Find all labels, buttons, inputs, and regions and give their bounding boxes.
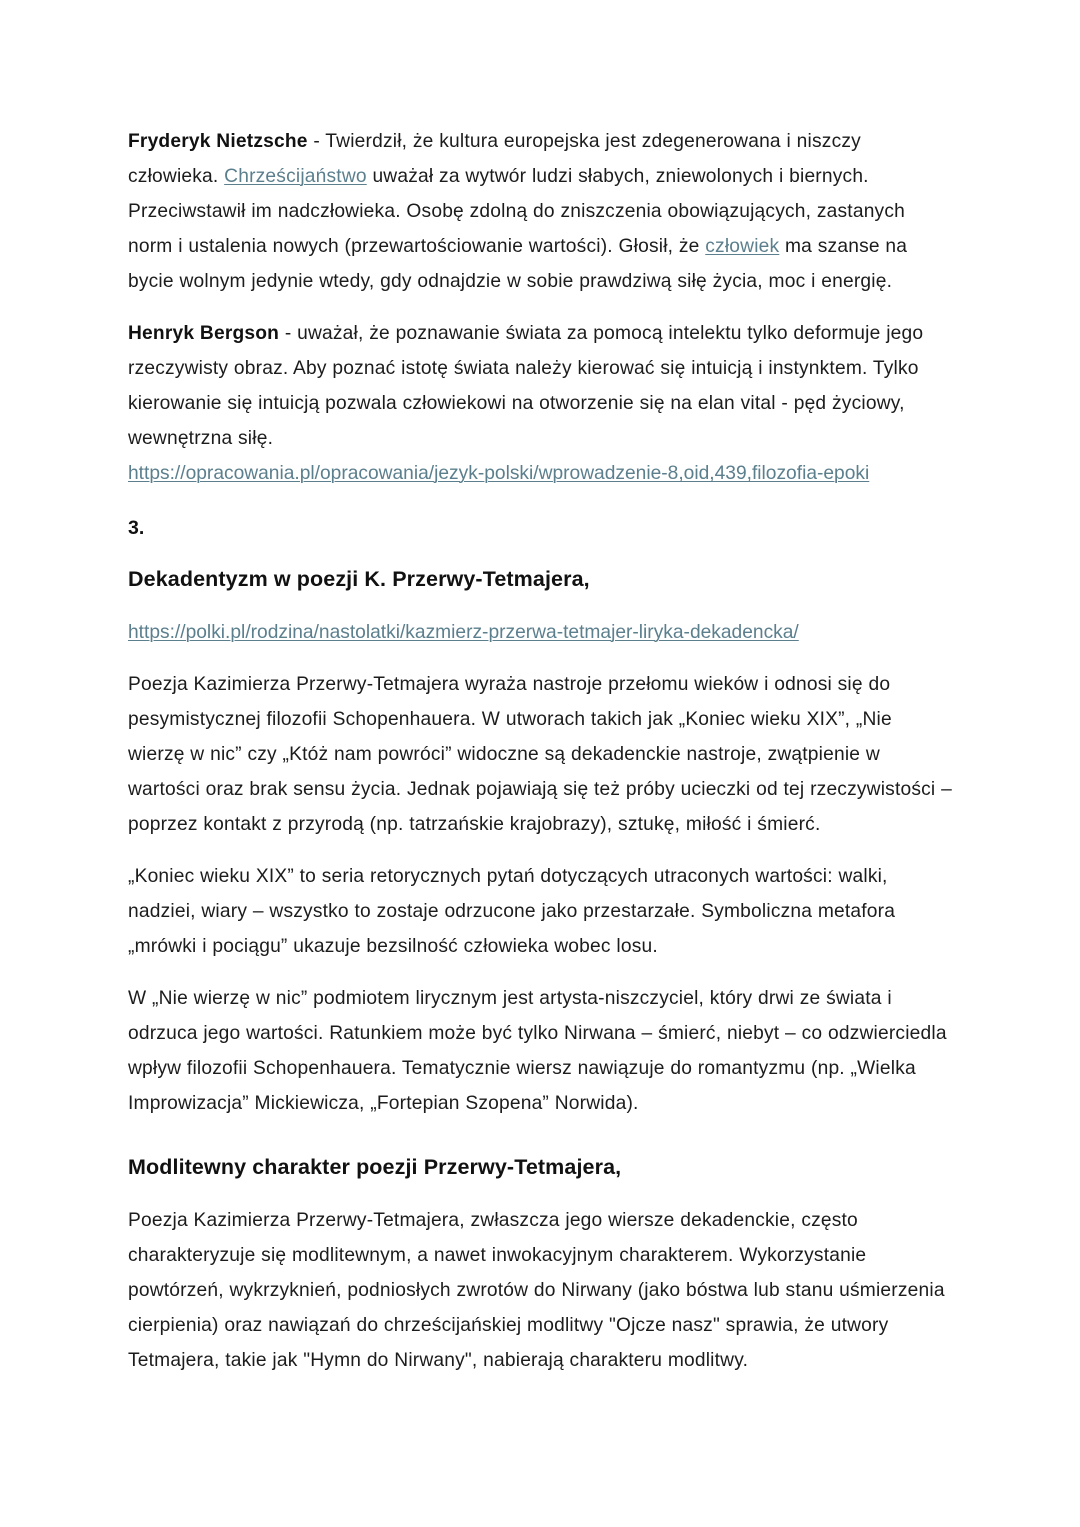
- list-number-3: 3.: [128, 517, 145, 539]
- paragraph-dekadentyzm-1: Poezja Kazimierza Przerwy-Tetmajera wyraża nastroje przełomu wieków i odnosi się do pesymistycznej filozofii Schopenhauera. W utworach takich jak „Koniec wieku XIX”, „Nie wierzę w nic” czy „Któż nam powróci” widoczne są dekadenckie nastroje, zwątpienie w wartości oraz brak sensu życia. Jednak pojawiają się też próby ucieczki od tej rzeczywistości – poprzez kontakt z przyrodą (np. tatrzańskie krajobrazy), sztukę, miłość i śmierć.: [128, 674, 952, 835]
- paragraph-modlitewny-1: Poezja Kazimierza Przerwy-Tetmajera, zwłaszcza jego wiersze dekadenckie, często charakteryzuje się modlitewnym, a nawet inwokacyjnym charakterem. Wykorzystanie powtórzeń, wykrzyknień, podniosłych zwrotów do Nirwany (jako bóstwa lub stanu uśmierzenia cierpienia) oraz nawiązań do chrześcijańskiej modlitwy "Ojcze nasz" sprawia, że utwory Tetmajera, takie jak "Hymn do Nirwany", nabierają charakteru modlitwy.: [128, 1210, 945, 1371]
- lead-name-nietzsche: Fryderyk Nietzsche: [128, 131, 308, 152]
- paragraph-dekadentyzm-3: W „Nie wierzę w nic” podmiotem lirycznym jest artysta-niszczyciel, który drwi ze świata i odrzuca jego wartości. Ratunkiem może być tylko Nirwana – śmierć, niebyt – co odzwierciedla wpływ filozofii Schopenhauera. Tematycznie wiersz nawiązuje do romantyzmu (np. „Wielka Improwizacja” Mickiewicza, „Fortepian Szopena” Norwida).: [128, 988, 947, 1114]
- heading-dekadentyzm: Dekadentyzm w poezji K. Przerwy-Tetmajera,: [128, 567, 590, 591]
- paragraph-bergson-text: - uważał, że poznawanie świata za pomocą intelektu tylko deformuje jego rzeczywisty obraz. Aby poznać istotę świata należy kierować się intuicją i instynktem. Tylko kierowanie się intuicją pozwala człowiekowi na otworzenie się na elan vital - pęd życiowy, wewnętrzna siłę.: [128, 323, 924, 449]
- source-url-opracowania-link[interactable]: https://opracowania.pl/opracowania/jezyk-polski/wprowadzenie-8,oid,439,filozofia-epoki: [128, 463, 870, 484]
- link-czlowiek[interactable]: człowiek: [705, 236, 780, 257]
- paragraph-dekadentyzm-2: „Koniec wieku XIX” to seria retorycznych pytań dotyczących utraconych wartości: walki, nadziei, wiary – wszystko to zostaje odrzucone jako przestarzałe. Symboliczna metafora „mrówki i pociągu” ukazuje bezsilność człowieka wobec losu.: [128, 866, 896, 957]
- source-url-opracowania: [128, 456, 952, 491]
- heading-modlitewny: Modlitewny charakter poezji Przerwy-Tetmajera,: [128, 1155, 622, 1179]
- document-body: [128, 124, 952, 1378]
- paragraph-nietzsche: [128, 124, 952, 299]
- lead-name-bergson: Henryk Bergson: [128, 323, 280, 344]
- paragraph-nietzsche-text-1: - Twierdził, że kultura europejska jest zdegenerowana i niszczy człowieka.: [128, 131, 861, 187]
- source-url-polki-link[interactable]: https://polki.pl/rodzina/nastolatki/kazmierz-przerwa-tetmajer-liryka-dekadencka/: [128, 622, 799, 643]
- source-url-polki: [128, 615, 952, 650]
- link-chrzescijanstwo[interactable]: Chrześcijaństwo: [224, 166, 367, 187]
- paragraph-nietzsche-text-2: uważał za wytwór ludzi słabych, zniewolonych i biernych. Przeciwstawił im nadczłowieka. Osobę zdolną do zniszczenia obowiązujących, zastanych norm i ustalenia nowych (przewartościowanie wartości). Głosił, że: [128, 166, 905, 257]
- paragraph-bergson: [128, 316, 952, 456]
- paragraph-nietzsche-text-3: ma szanse na bycie wolnym jedynie wtedy, gdy odnajdzie w sobie prawdziwą siłę życia, moc i energię.: [128, 236, 908, 292]
